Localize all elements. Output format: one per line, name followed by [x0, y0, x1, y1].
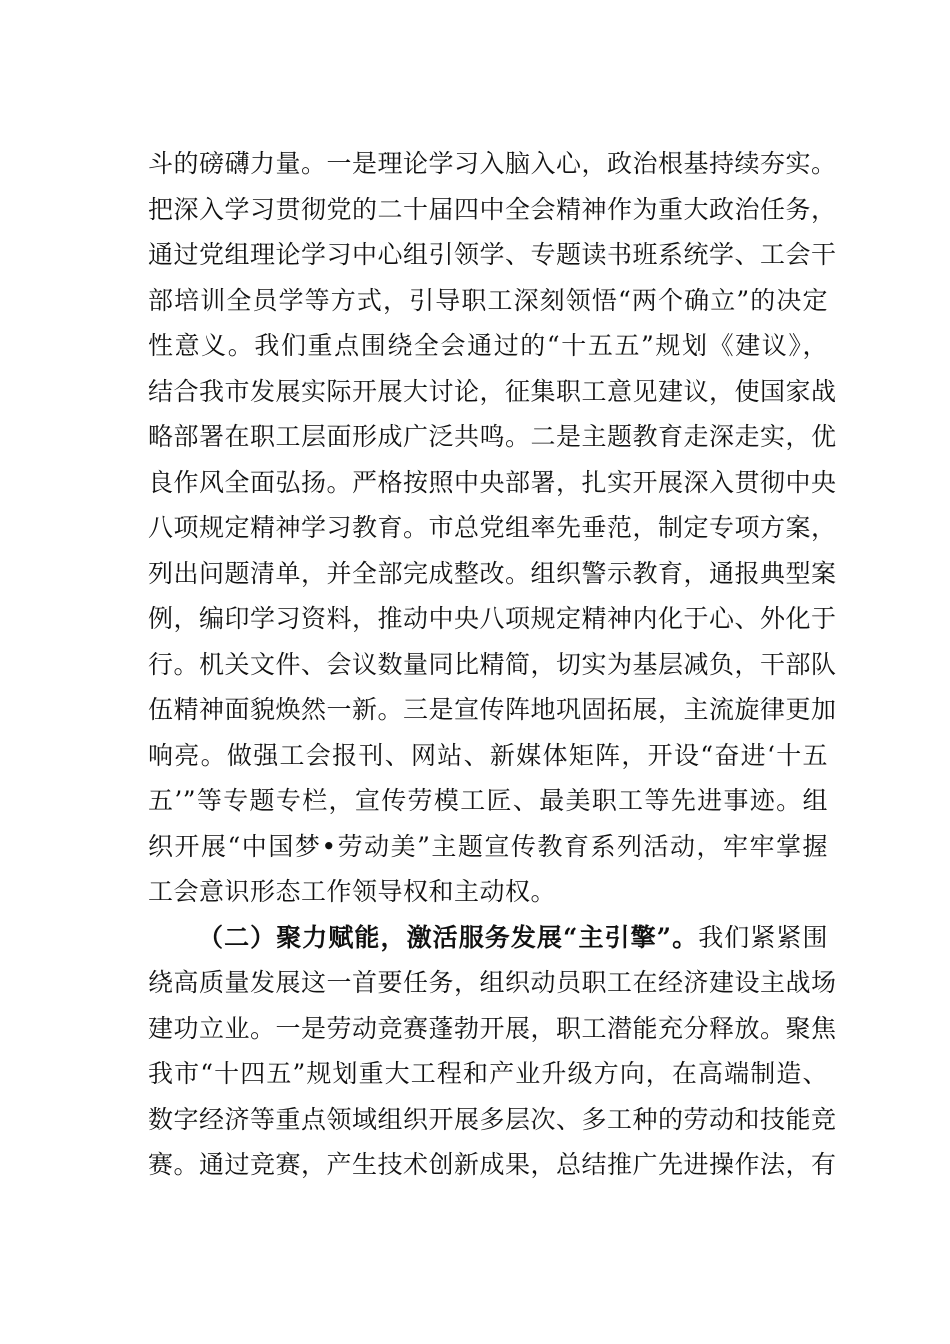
- paragraph-line: 例，编印学习资料，推动中央八项规定精神内化于心、外化于: [148, 604, 837, 633]
- paragraph-line: 我市“十四五”规划重大工程和产业升级方向，在高端制造、: [148, 1059, 828, 1088]
- paragraph-line: 结合我市发展实际开展大讨论，征集职工意见建议，使国家战: [148, 376, 837, 406]
- paragraph-line: 略部署在职工层面形成广泛共鸣。二是主题教育走深走实，优: [148, 422, 837, 451]
- heading-line-rest: 我们紧紧围: [698, 922, 828, 952]
- paragraph-line: 五’”等专题专栏，宣传劳模工匠、最美职工等先进事迹。组: [148, 786, 828, 815]
- paragraph-line: 建功立业。一是劳动竞赛蓬勃开展，职工潜能充分释放。聚焦: [148, 1013, 837, 1043]
- paragraph-line: 性意义。我们重点围绕全会通过的“十五五”规划《建议》，: [148, 331, 828, 360]
- paragraph-line: 通过党组理论学习中心组引领学、专题读书班系统学、工会干: [148, 240, 837, 269]
- paragraph-line: 部培训全员学等方式，引导职工深刻领悟“两个确立”的决定: [148, 285, 828, 315]
- paragraph-line: 行。机关文件、会议数量同比精简，切实为基层减负，干部队: [148, 649, 837, 679]
- paragraph-line: 列出问题清单，并全部完成整改。组织警示教育，通报典型案: [148, 558, 837, 588]
- paragraph-line: 八项规定精神学习教育。市总党组率先垂范，制定专项方案，: [148, 513, 837, 542]
- paragraph-line: 工会意识形态工作领导权和主动权。: [148, 877, 557, 906]
- paragraph-line: 响亮。做强工会报刊、网站、新媒体矩阵，开设“奋进‘十五: [148, 740, 828, 770]
- paragraph-line: 赛。通过竞赛，产生技术创新成果，总结推广先进操作法，有: [148, 1150, 837, 1179]
- paragraph-line: 斗的磅礴力量。一是理论学习入脑入心，政治根基持续夯实。: [148, 149, 837, 178]
- paragraph-line: 绕高质量发展这一首要任务，组织动员职工在经济建设主战场: [148, 968, 837, 997]
- paragraph-line: 数字经济等重点领域组织开展多层次、多工种的劳动和技能竞: [148, 1104, 837, 1134]
- section-heading-line: [148, 915, 828, 961]
- paragraph-line: 伍精神面貌焕然一新。三是宣传阵地巩固拓展，主流旋律更加: [148, 695, 837, 724]
- section-heading: （二）聚力赋能，激活服务发展“主引擎”。: [198, 922, 699, 952]
- paragraph-line: 把深入学习贯彻党的二十届四中全会精神作为重大政治任务，: [148, 194, 837, 224]
- paragraph-line: 良作风全面弘扬。严格按照中央部署，扎实开展深入贯彻中央: [148, 467, 837, 497]
- paragraph-line: 织开展“中国梦•劳动美”主题宣传教育系列活动，牢牢掌握: [148, 831, 828, 861]
- body-text: [148, 141, 837, 1188]
